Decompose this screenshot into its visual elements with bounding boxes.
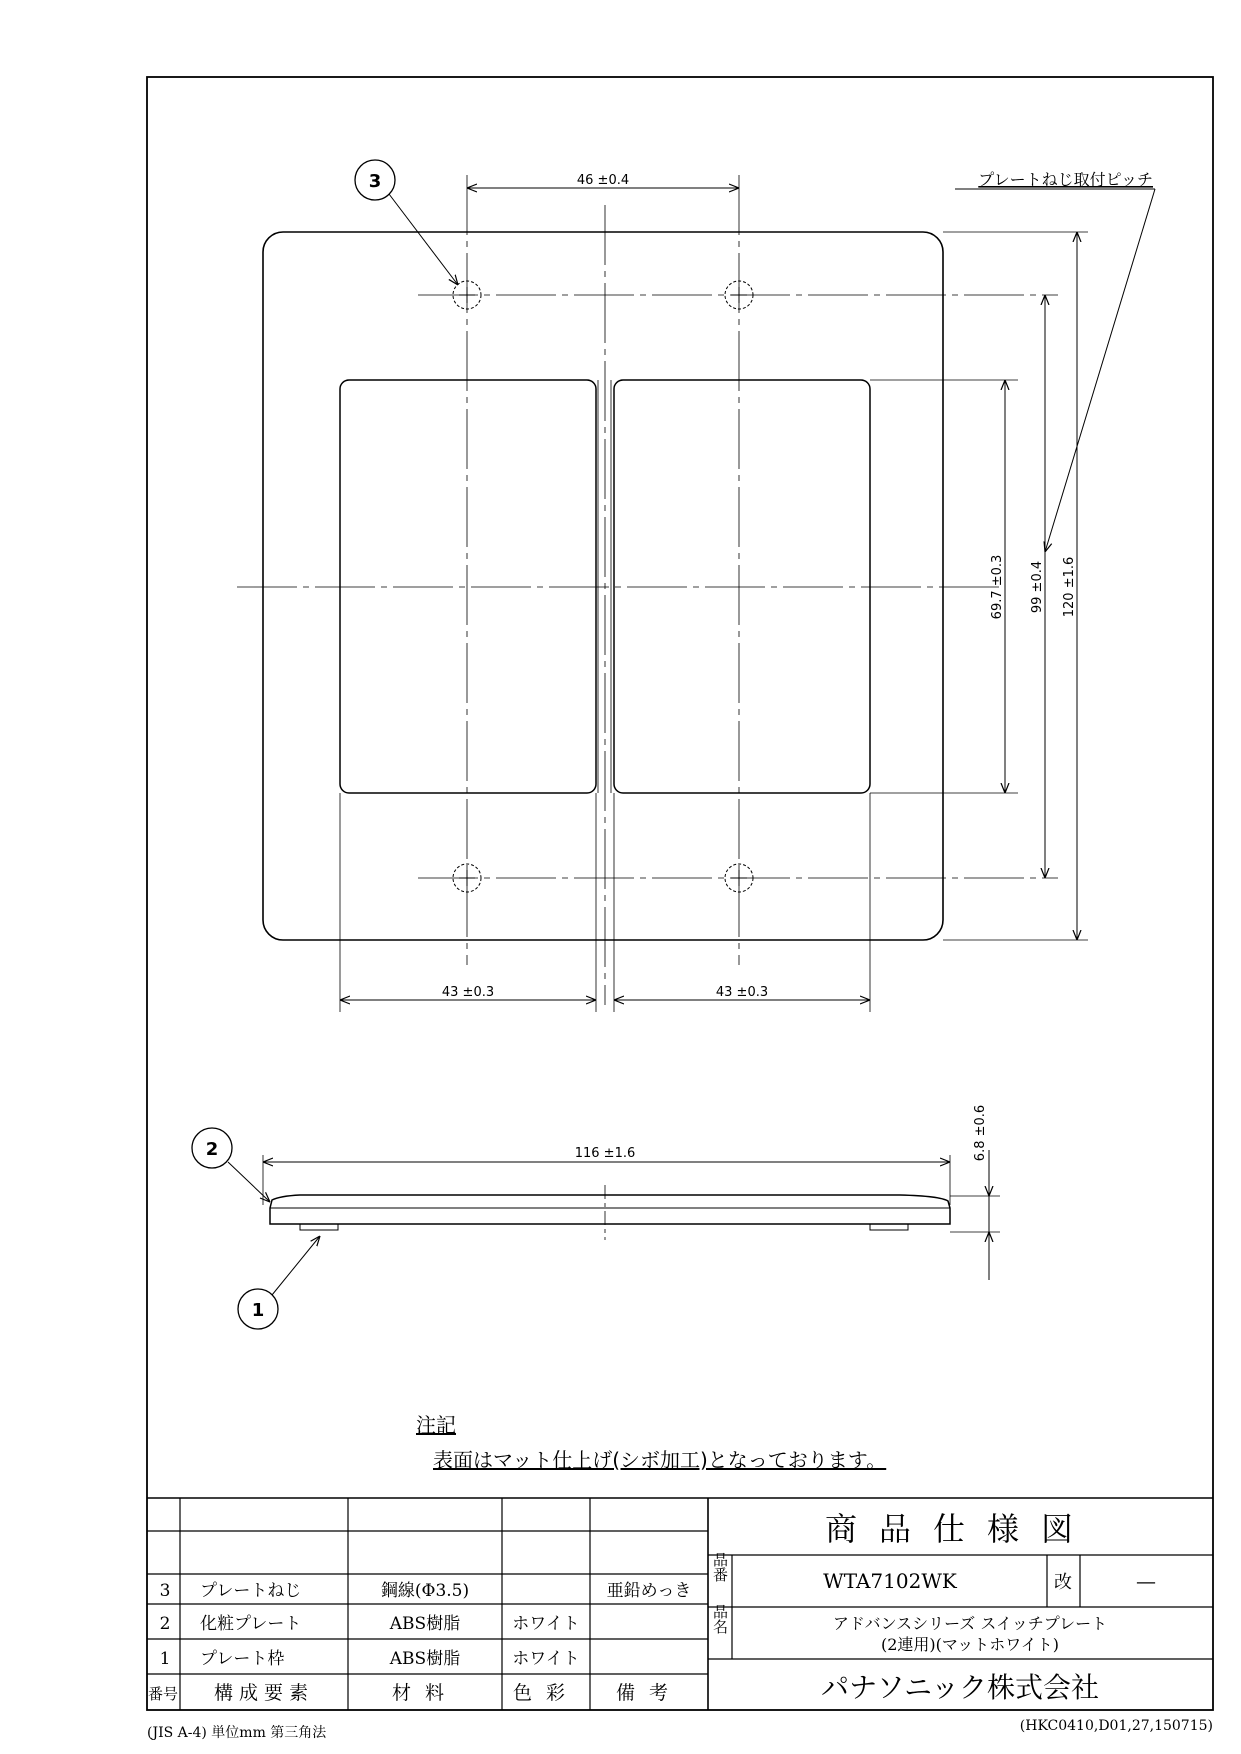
dim-46: 46 ±0.4 — [576, 173, 630, 188]
row2-name: 化粧プレート — [200, 1614, 302, 1634]
dim-43-left: 43 ±0.3 — [441, 985, 495, 1000]
footer-left: (JIS A-4) 単位mm 第三角法 — [147, 1725, 327, 1741]
front-view — [237, 160, 1155, 1012]
plate-outline — [263, 232, 943, 940]
dim-99: 99 ±0.4 — [1030, 560, 1045, 614]
col-name-header: 構成要素 — [213, 1682, 315, 1704]
dim-120: 120 ±1.6 — [1062, 556, 1077, 618]
balloon-1-label: 1 — [251, 1300, 265, 1321]
rev: — — [1136, 1569, 1156, 1593]
part-no: WTA7102WK — [823, 1569, 957, 1593]
name-label: 品名 — [711, 1604, 729, 1634]
name-line1: アドバンスシリーズ スイッチプレート — [832, 1614, 1108, 1633]
dim-69-7: 69.7 ±0.3 — [990, 554, 1005, 620]
notes-heading: 注記 — [416, 1413, 456, 1437]
opening-right — [614, 380, 870, 793]
notes-text: 表面はマット仕上げ(シボ加工)となっております。 — [433, 1448, 887, 1472]
row1-name: プレート枠 — [200, 1649, 285, 1669]
row1-color: ホワイト — [512, 1649, 580, 1669]
dim-116: 116 ±1.6 — [574, 1146, 636, 1161]
row2-no: 2 — [159, 1614, 171, 1634]
dim-6-8: 6.8 ±0.6 — [973, 1104, 988, 1162]
row1-material: ABS樹脂 — [389, 1649, 461, 1669]
col-no-header: 番号 — [147, 1685, 179, 1703]
row3-no: 3 — [159, 1581, 171, 1601]
row1-no: 1 — [159, 1649, 171, 1669]
col-color-header: 色彩 — [512, 1682, 580, 1704]
col-remarks-header: 備考 — [615, 1682, 683, 1704]
side-plate — [270, 1195, 950, 1224]
row3-remarks: 亜鉛めっき — [606, 1581, 692, 1601]
dim-43-right: 43 ±0.3 — [715, 985, 769, 1000]
col-material-header: 材料 — [391, 1682, 459, 1704]
company: パナソニック株式会社 — [820, 1671, 1100, 1704]
balloon-3-label: 3 — [368, 171, 382, 192]
rev-label: 改 — [1054, 1572, 1072, 1593]
row3-material: 鋼線(Φ3.5) — [380, 1581, 470, 1601]
row3-name: プレートねじ — [200, 1581, 302, 1601]
pitch-callout: プレートねじ取付ピッチ — [978, 170, 1153, 189]
balloon-2-label: 2 — [205, 1139, 219, 1160]
name-line2: (2連用)(マットホワイト) — [880, 1635, 1060, 1654]
part-no-label: 品番 — [711, 1552, 729, 1582]
row2-color: ホワイト — [512, 1614, 580, 1634]
title: 商品仕様図 — [824, 1510, 1096, 1548]
opening-left — [340, 380, 596, 793]
footer-right: (HKC0410,D01,27,150715) — [1019, 1718, 1213, 1734]
row2-material: ABS樹脂 — [389, 1614, 461, 1634]
